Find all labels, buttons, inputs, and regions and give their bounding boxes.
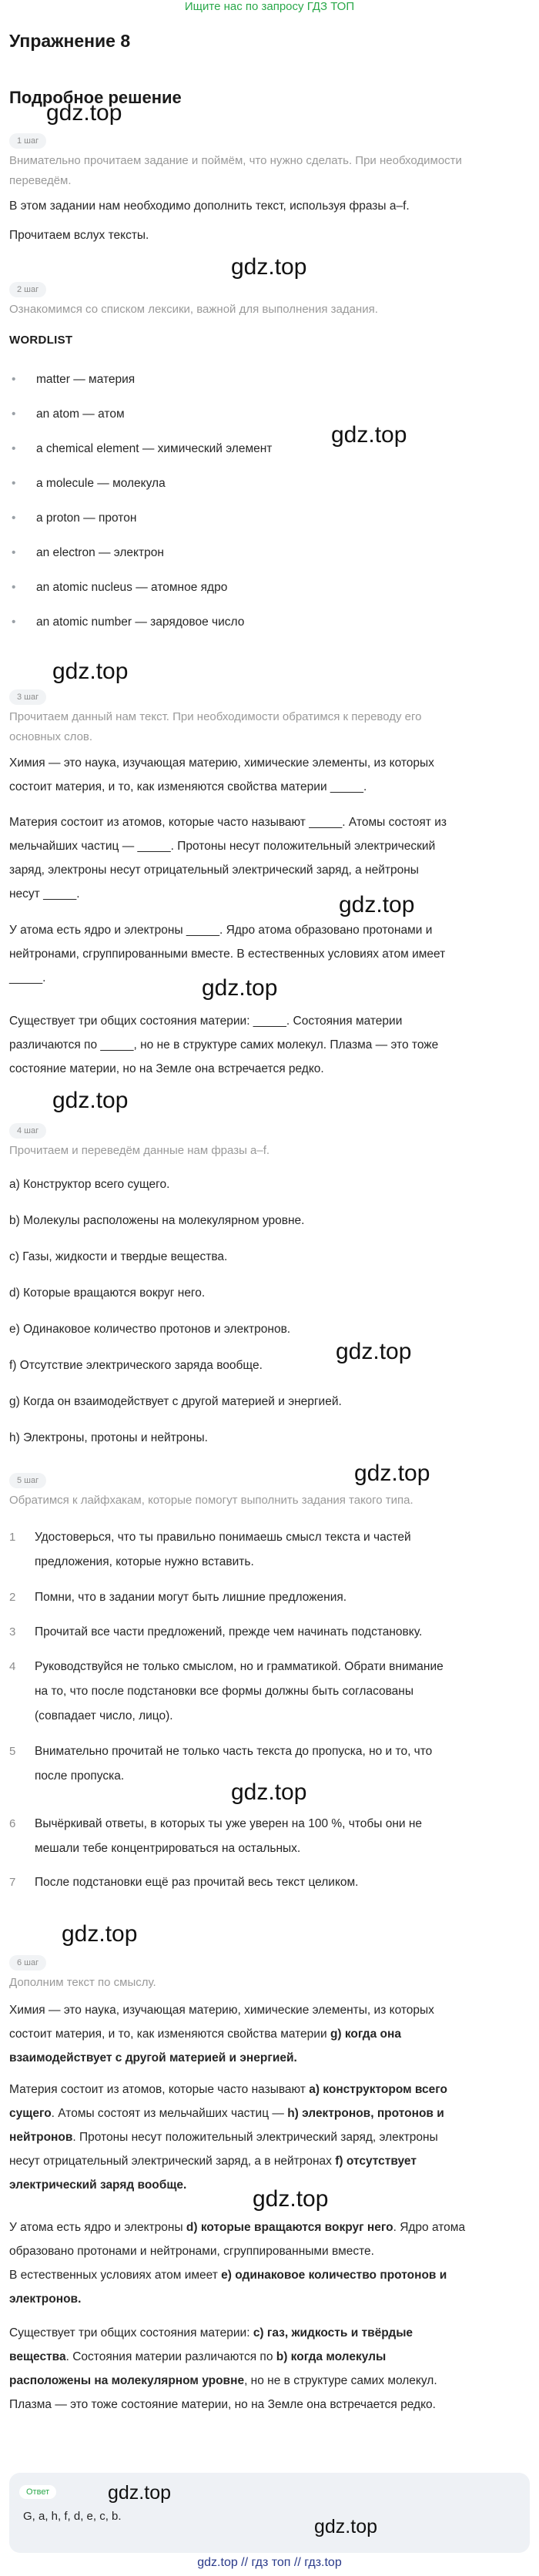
step-badge: 3 шаг: [9, 689, 46, 705]
watermark: gdz.top: [62, 1921, 138, 1947]
answer-paragraph: Химия — это наука, изучающая материю, химические элементы, из которых состоит материя, и то, как изменяются свойства материи g) когда она взаимодействует с другой материей и энергией.: [9, 2004, 434, 2064]
step-hint: Обратимся к лайфхакам, которые помогут выполнить задания такого типа.: [9, 1494, 413, 1507]
step-badge: 4 шаг: [9, 1123, 46, 1139]
search-hint-link[interactable]: Ищите нас по запросу ГДЗ ТОП: [184, 0, 355, 13]
wordlist-item: • matter — материя: [36, 373, 135, 387]
watermark: gdz.top: [52, 1088, 129, 1113]
footer-separator: //: [290, 2556, 305, 2569]
tip-item: 5 Внимательно прочитай не только часть текста до пропуска, но и то, что после пропуска.: [9, 1745, 433, 1783]
step-hint: Прочитаем и переведём данные нам фразы a–f.: [9, 1144, 270, 1157]
tip-item: 6 Вычёркивай ответы, в которых ты уже уверен на 100 %, чтобы они не мешали тебе концентрироваться на остальных.: [9, 1817, 423, 1855]
phrase-item: d) Которые вращаются вокруг него.: [9, 1286, 206, 1300]
watermark: gdz.top: [231, 254, 307, 280]
step-hint: Внимательно прочитаем задание и поймём, что нужно сделать. При необходимости переведём.: [9, 154, 462, 187]
answer-paragraph: У атома есть ядро и электроны d) которые вращаются вокруг него. Ядро атома образовано протонами и нейтронами, сгруппированными вместе. В естественных условиях атом имеет e) одинаковое количество протонов и электронов.: [9, 2221, 466, 2306]
wordlist-item: • an atom — атом: [36, 408, 125, 421]
step-text: Прочитаем вслух тексты.: [9, 229, 149, 242]
wordlist-title: WORDLIST: [9, 334, 73, 347]
phrase-item: a) Конструктор всего сущего.: [9, 1178, 170, 1191]
top-banner: [0, 0, 539, 17]
step-badge: 2 шаг: [9, 282, 46, 297]
watermark: gdz.top: [46, 100, 122, 126]
watermark: gdz.top: [331, 422, 407, 448]
tip-item: 7 После подстановки ещё раз прочитай весь текст целиком.: [9, 1876, 359, 1889]
watermark: gdz.top: [253, 2186, 329, 2212]
step-badge: 5 шаг: [9, 1473, 46, 1488]
footer-links: [0, 2556, 539, 2570]
phrase-item: h) Электроны, протоны и нейтроны.: [9, 1431, 208, 1444]
wordlist-item: • an atomic nucleus — атомное ядро: [36, 581, 227, 595]
phrase-item: g) Когда он взаимодействует с другой материей и энергией.: [9, 1395, 342, 1408]
answer-label: Ответ: [19, 2485, 56, 2499]
footer-link[interactable]: гдз.top: [304, 2556, 342, 2569]
footer-link[interactable]: gdz.top: [197, 2556, 238, 2569]
wordlist-item: • a chemical element — химический элемент: [36, 442, 272, 456]
phrase-item: c) Газы, жидкости и твердые вещества.: [9, 1250, 228, 1263]
wordlist-item: • a molecule — молекула: [36, 477, 166, 491]
watermark: gdz.top: [339, 892, 415, 917]
tip-item: 2 Помни, что в задании могут быть лишние предложения.: [9, 1591, 347, 1604]
answer-paragraph: Материя состоит из атомов, которые часто называют a) конструктором всего сущего. Атомы состоят из мельчайших частиц — h) электронов, протонов и нейтронов. Протоны несут положительный электрический заряд, электроны несут отрицательный электрический заряд, а в нейтронах f) отсутствует электрический заряд вообще.: [9, 2083, 447, 2192]
watermark: gdz.top: [231, 1779, 307, 1805]
step-hint: Ознакомимся со списком лексики, важной для выполнения задания.: [9, 303, 378, 316]
tip-item: 1 Удостоверься, что ты правильно понимаешь смысл текста и частей предложения, которые нужно вставить.: [9, 1531, 411, 1568]
answer-value: G, a, h, f, d, e, c, b.: [23, 2510, 122, 2523]
exercise-title: Упражнение 8: [9, 31, 131, 51]
step-badge: 6 шаг: [9, 1955, 46, 1971]
solution-title: Подробное решение: [9, 88, 182, 107]
wordlist-item: • an electron — электрон: [36, 546, 164, 560]
step-text: В этом задании нам необходимо дополнить текст, используя фразы a–f.: [9, 200, 410, 213]
text-paragraph: У атома есть ядро и электроны _____. Ядро атома образовано протонами и нейтронами, сгруппированными вместе. В естественных условиях атом имеет _____.: [9, 924, 446, 984]
phrase-item: b) Молекулы расположены на молекулярном уровне.: [9, 1214, 305, 1227]
phrase-item: e) Одинаковое количество протонов и электронов.: [9, 1323, 291, 1336]
watermark: gdz.top: [108, 2482, 172, 2504]
footer-link[interactable]: гдз топ: [251, 2556, 291, 2569]
watermark: gdz.top: [202, 975, 278, 1001]
text-paragraph: Материя состоит из атомов, которые часто называют _____. Атомы состоят из мельчайших частиц — _____. Протоны несут положительный электрический заряд, электроны несут отрицательный электрический заряд, а нейтроны несут _____.: [9, 816, 447, 901]
watermark: gdz.top: [354, 1461, 430, 1486]
watermark: gdz.top: [52, 659, 129, 684]
wordlist-item: • a proton — протон: [36, 512, 136, 525]
tip-item: 3 Прочитай все части предложений, прежде чем начинать подстановку.: [9, 1625, 423, 1639]
text-paragraph: Существует три общих состояния материи: _____. Состояния материи различаются по _____, но не в структуре самих молекул. Плазма — это тоже состояние материи, но на Земле она встречается редко.: [9, 1015, 439, 1075]
phrase-item: f) Отсутствие электрического заряда вообще.: [9, 1359, 263, 1372]
step-hint: Прочитаем данный нам текст. При необходимости обратимся к переводу его основных слов.: [9, 710, 422, 743]
answer-paragraph: Существует три общих состояния материи: c) газ, жидкость и твёрдые вещества. Состояния материи различаются по b) когда молекулы расположены на молекулярном уровне, но не в структуре самих молекул. Плазма — это тоже состояние материи, но на Земле она встречается редко.: [9, 2326, 437, 2411]
watermark: gdz.top: [336, 1339, 412, 1364]
step-badge: 1 шаг: [9, 133, 46, 149]
wordlist-item: • an atomic number — зарядовое число: [36, 615, 244, 629]
tip-item: 4 Руководствуйся не только смыслом, но и грамматикой. Обрати внимание на то, что после подстановки все формы должны быть согласованы (совпадает число, лицо).: [9, 1660, 444, 1722]
watermark: gdz.top: [314, 2516, 378, 2537]
footer-separator: //: [237, 2556, 252, 2569]
text-paragraph: Химия — это наука, изучающая материю, химические элементы, из которых состоит материя, и то, как изменяются свойства материи _____.: [9, 756, 434, 793]
step-hint: Дополним текст по смыслу.: [9, 1976, 156, 1989]
